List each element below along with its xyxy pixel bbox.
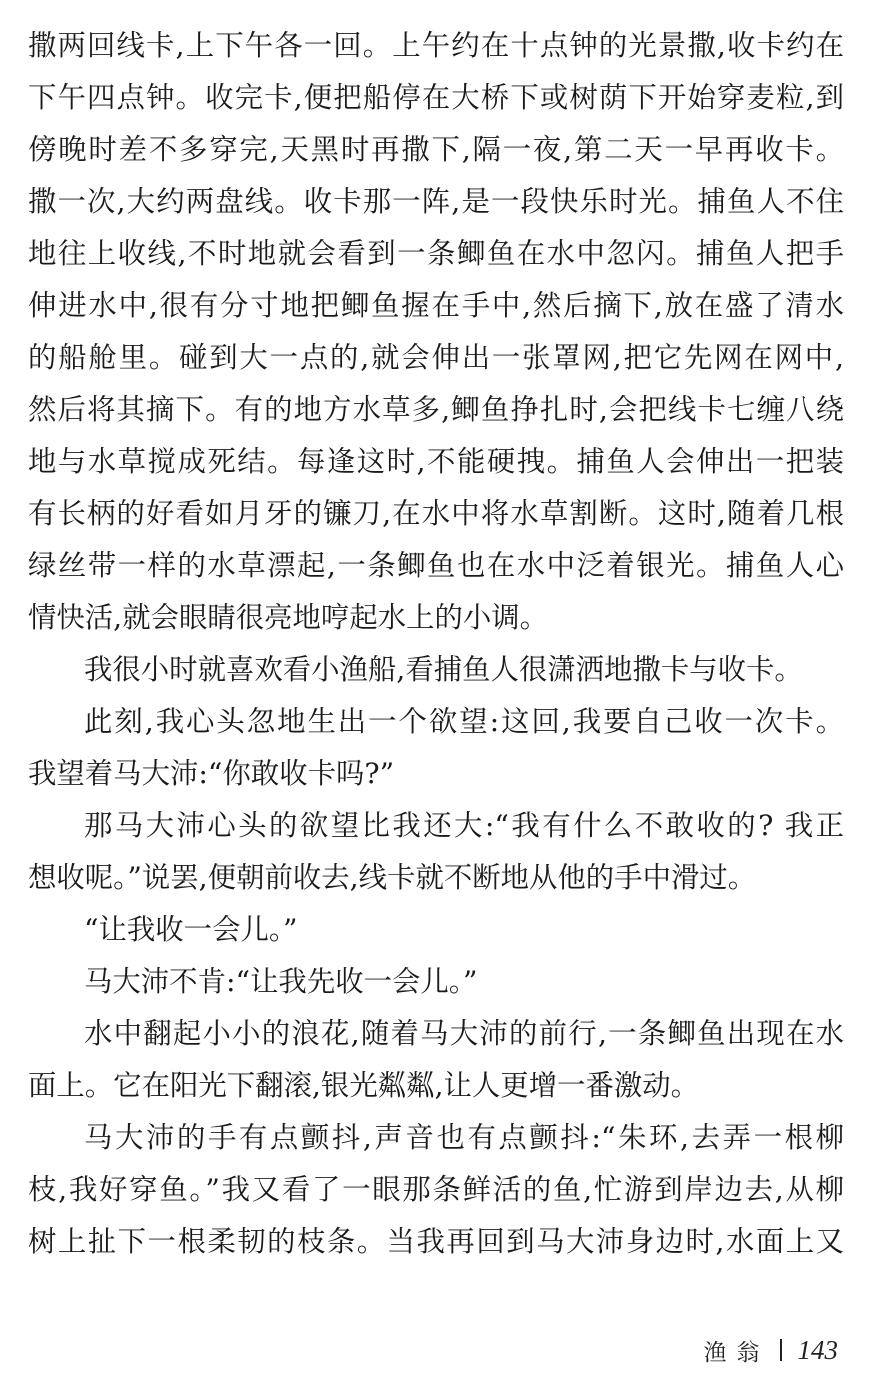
body-line-20: 水中翻起小小的浪花,随着马大沛的前行,一条鲫鱼出现在水 bbox=[84, 1017, 844, 1050]
body-line-14: 此刻,我心头忽地生出一个欲望:这回,我要自己收一次卡。 bbox=[84, 705, 844, 738]
body-line-22: 马大沛的手有点颤抖,声音也有点颤抖:“朱环,去弄一根柳 bbox=[84, 1121, 844, 1154]
body-line-3: 傍晚时差不多穿完,天黑时再撒下,隔一夜,第二天一早再收卡。 bbox=[28, 133, 844, 166]
body-line-19: 马大沛不肯:“让我先收一会儿。” bbox=[84, 965, 478, 998]
page-footer bbox=[704, 1330, 839, 1370]
body-line-13: 我很小时就喜欢看小渔船,看捕鱼人很潇洒地撒卡与收卡。 bbox=[84, 653, 803, 686]
body-line-9: 地与水草搅成死结。每逢这时,不能硬拽。捕鱼人会伸出一把装 bbox=[28, 445, 844, 478]
body-line-12: 情快活,就会眼睛很亮地哼起水上的小调。 bbox=[28, 601, 549, 634]
body-line-11: 绿丝带一样的水草漂起,一条鲫鱼也在水中泛着银光。捕鱼人心 bbox=[28, 549, 844, 582]
body-line-2: 下午四点钟。收完卡,便把船停在大桥下或树荫下开始穿麦粒,到 bbox=[28, 81, 844, 114]
body-line-7: 的船舱里。碰到大一点的,就会伸出一张罩网,把它先网在网中, bbox=[28, 341, 844, 374]
page-number: 143 bbox=[797, 1334, 838, 1365]
body-line-6: 伸进水中,很有分寸地把鲫鱼握在手中,然后摘下,放在盛了清水 bbox=[28, 289, 844, 322]
body-line-1: 撒两回线卡,上下午各一回。上午约在十点钟的光景撒,收卡约在 bbox=[28, 29, 844, 62]
body-line-24: 树上扯下一根柔韧的枝条。当我再回到马大沛身边时,水面上又 bbox=[28, 1225, 844, 1258]
body-line-17: 想收呢。”说罢,便朝前收去,线卡就不断地从他的手中滑过。 bbox=[28, 861, 757, 894]
footer-divider bbox=[780, 1339, 782, 1361]
body-line-21: 面上。它在阳光下翻滚,银光粼粼,让人更增一番激动。 bbox=[28, 1069, 700, 1102]
body-line-5: 地往上收线,不时地就会看到一条鲫鱼在水中忽闪。捕鱼人把手 bbox=[28, 237, 844, 270]
body-line-4: 撒一次,大约两盘线。收卡那一阵,是一段快乐时光。捕鱼人不住 bbox=[28, 185, 844, 218]
body-line-10: 有长柄的好看如月牙的镰刀,在水中将水草割断。这时,随着几根 bbox=[28, 497, 844, 530]
body-line-23: 枝,我好穿鱼。”我又看了一眼那条鲜活的鱼,忙游到岸边去,从柳 bbox=[28, 1173, 844, 1206]
body-line-18: “让我收一会儿。” bbox=[84, 913, 298, 946]
body-line-8: 然后将其摘下。有的地方水草多,鲫鱼挣扎时,会把线卡七缠八绕 bbox=[28, 393, 844, 426]
body-line-16: 那马大沛心头的欲望比我还大:“我有什么不敢收的? 我正 bbox=[84, 809, 844, 842]
body-line-15: 我望着马大沛:“你敢收卡吗?” bbox=[28, 757, 395, 790]
running-title: 渔翁 bbox=[703, 1339, 770, 1366]
